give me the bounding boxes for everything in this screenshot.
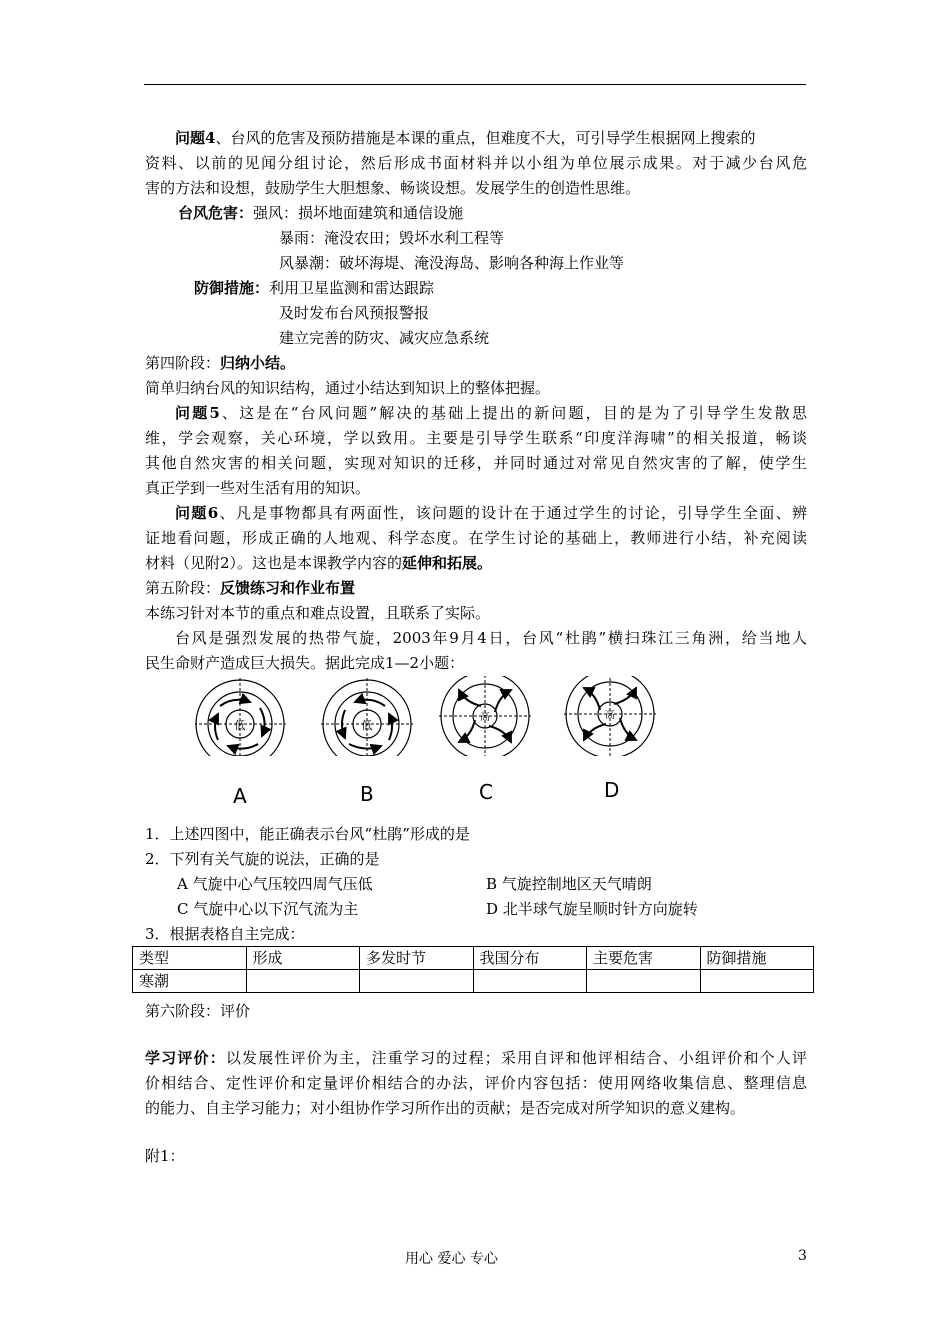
diagram-a: [195, 678, 286, 756]
intro-line1: 台风是强烈发展的热带气旋，2003年9月4日，台风“杜鹃”横扫珠江三角洲，给当地人: [175, 629, 807, 647]
table-header-row: [133, 947, 814, 970]
question-2: 2．下列有关气旋的说法，正确的是: [145, 850, 380, 868]
defense-item-forecast: 及时发布台风预报警报: [279, 304, 430, 322]
diagram-label-b: B: [360, 782, 374, 806]
diagram-d-center-label: 高: [605, 710, 615, 721]
diagram-c: [439, 676, 531, 756]
hazards-item-surge: 风暴潮：破坏海堤、淹没海岛、影响各种海上作业等: [279, 254, 625, 272]
q4-line3: 害的方法和设想，鼓励学生大胆想象、畅谈设想。发展学生的创造性思维。: [145, 179, 641, 197]
footer-center: 用心 爱心 专心: [405, 1251, 498, 1267]
diagram-a-center-label: 低: [234, 719, 246, 732]
hazards-label: 台风危害：: [178, 204, 254, 222]
defense-item-system: 建立完善的防灾、减灾应急系统: [279, 329, 490, 347]
question-1: 1．上述四图中，能正确表示台风“杜鹃”形成的是: [145, 825, 470, 843]
table-header-cell: 主要危害: [587, 947, 701, 970]
defense-line1: 防御措施：利用卫星监测和雷达跟踪: [194, 279, 435, 297]
table-cell: [587, 970, 701, 993]
stage4-desc: 简单归纳台风的知识结构，通过小结达到知识上的整体把握。: [145, 379, 551, 397]
q5-line4: 真正学到一些对生活有用的知识。: [145, 479, 371, 497]
q6-line2: 证地看问题，形成正确的人地观、科学态度。在学生讨论的基础上，教师进行小结，补充阅读: [145, 529, 807, 547]
q5-line3: 其他自然灾害的相关问题，实现对知识的迁移，并同时通过对常见自然灾害的了解，使学生: [145, 454, 807, 472]
diagram-label-c: C: [479, 780, 493, 804]
option-a: A 气旋中心气压较四周气压低: [177, 875, 373, 893]
table-cell: [473, 970, 587, 993]
table-cell: 寒潮: [133, 970, 247, 993]
header-rule: [144, 84, 806, 85]
q5-line1: 问题5、这是在“台风问题”解决的基础上提出的新问题，目的是为了引导学生发散思: [175, 404, 807, 422]
hazards-line1: 台风危害：强风：损坏地面建筑和通信设施: [178, 204, 464, 222]
diagram-label-a: A: [233, 784, 247, 808]
q4-label: 问题4: [175, 129, 216, 147]
q5-label: 问题5: [175, 404, 220, 422]
stage4-heading: 第四阶段：归纳小结。: [145, 354, 296, 372]
evaluation-line3: 的能力、自主学习能力；对小组协作学习所作出的贡献；是否完成对所学知识的意义建构。: [145, 1099, 746, 1117]
table-header-cell: 多发时节: [360, 947, 474, 970]
option-c: C 气旋中心以下沉气流为主: [177, 900, 359, 918]
table-header-cell: 类型: [133, 947, 247, 970]
defense-label: 防御措施：: [194, 279, 270, 297]
q5-line2: 维，学会观察，关心环境，学以致用。主要是引导学生联系“印度洋海啸”的相关报道，畅谈: [145, 429, 807, 447]
evaluation-line1: 学习评价：以发展性评价为主，注重学习的过程；采用自评和他评相结合、小组评价和个人评: [145, 1049, 807, 1067]
q6-label: 问题6: [175, 504, 219, 522]
table-row: [133, 970, 814, 993]
appendix-label: 附1：: [145, 1147, 185, 1165]
diagram-c-center-label: 高: [480, 712, 490, 723]
q6-line3: 材料（见附2）。这也是本课教学内容的延伸和拓展。: [145, 554, 493, 572]
q4-line1: 问题4、台风的危害及预防措施是本课的重点，但难度不大，可引导学生根据网上搜索的: [175, 129, 756, 147]
intro-line2: 民生命财产造成巨大损失。据此完成1—2小题：: [145, 654, 465, 672]
q4-line2: 资料、以前的见闻分组讨论，然后形成书面材料并以小组为单位展示成果。对于减少台风危: [145, 154, 807, 172]
stage5-heading: 第五阶段：反馈练习和作业布置: [145, 579, 356, 597]
table-header-cell: 防御措施: [700, 947, 814, 970]
hazards-item-rain: 暴雨：淹没农田；毁坏水利工程等: [279, 229, 505, 247]
diagram-b-center-label: 低: [361, 719, 373, 732]
page-number: 3: [798, 1248, 807, 1264]
stage5-desc: 本练习针对本节的重点和难点设置，且联系了实际。: [145, 604, 491, 622]
diagram-b: [321, 678, 413, 756]
evaluation-label: 学习评价：: [145, 1049, 226, 1067]
diagram-label-d: D: [604, 778, 620, 802]
table-cell: [360, 970, 474, 993]
evaluation-line2: 价相结合、定性评价和定量评价相结合的办法，评价内容包括：使用网络收集信息、整理信息: [145, 1074, 807, 1092]
table-header-cell: 我国分布: [473, 947, 587, 970]
q6-line1: 问题6、凡是事物都具有两面性，该问题的设计在于通过学生的讨论，引导学生全面、辨: [175, 504, 807, 522]
diagram-d: [564, 676, 656, 756]
option-d: D 北半球气旋呈顺时针方向旋转: [486, 900, 698, 918]
cyclone-diagrams: [195, 676, 675, 756]
stage6-heading: 第六阶段：评价: [145, 1002, 251, 1020]
table-header-cell: 形成: [246, 947, 360, 970]
option-b: B 气旋控制地区天气晴朗: [486, 875, 652, 893]
table-cell: [700, 970, 814, 993]
question-3: 3．根据表格自主完成：: [145, 925, 305, 943]
table-cell: [246, 970, 360, 993]
exercise-table: [132, 946, 814, 993]
